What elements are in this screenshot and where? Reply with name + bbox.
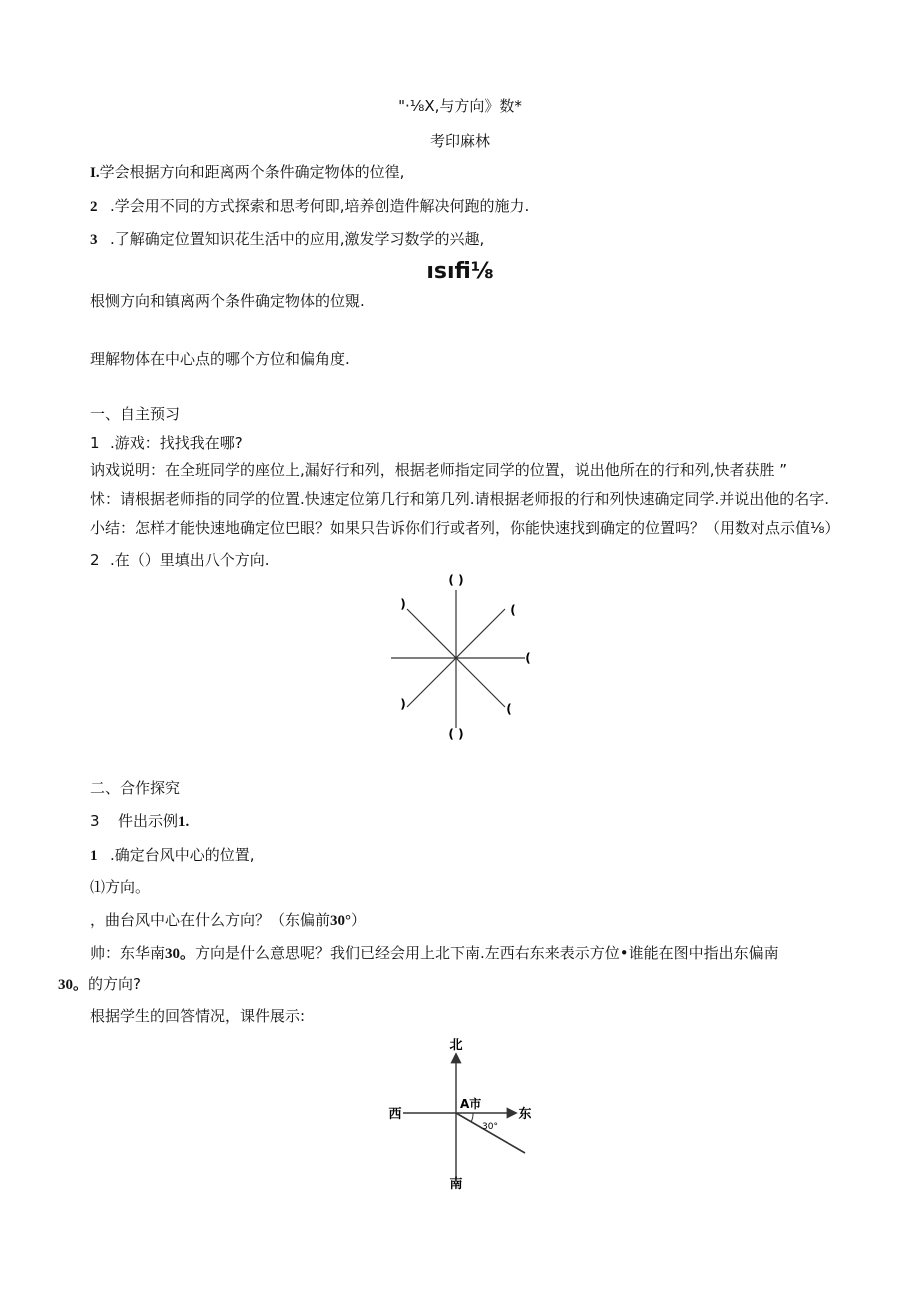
teacher-explanation — [90, 943, 779, 964]
label-east: 东 — [518, 1107, 532, 1122]
label-west: 西 — [388, 1107, 402, 1122]
section1-item1-text: .游戏：找找我在哪? — [110, 434, 243, 452]
question-1 — [90, 845, 255, 866]
compass-diagram — [385, 572, 535, 744]
direction-ray — [456, 1113, 525, 1153]
blank-south: ( ) — [448, 727, 464, 741]
teacher-explanation-cont-b: 的方向? — [88, 975, 141, 993]
section1-item1-num: 1 — [90, 434, 100, 452]
blank-east: ( — [525, 651, 531, 665]
section1-heading: 一、自主预习 — [90, 405, 181, 423]
key-point: 根恻方向和镇离两个条件确定物体的位覭. — [90, 292, 365, 310]
page-title: "·⅛X,与方向》数* — [398, 97, 522, 115]
teacher-explanation-b: 30。 — [165, 946, 196, 962]
teacher-explanation-cont — [58, 974, 141, 995]
objective-3-text: .了解确定位置知识花生活中的应用,激发学习数学的兴趣, — [110, 230, 485, 248]
teacher-explanation-c: 方向是什么意思呢？我们已经会用上北下南.左西右东来表示方位•谁能在图中指出东偏南 — [195, 944, 779, 962]
section1-item2-num: 2 — [90, 551, 100, 569]
sub-direction: ⑴方向。 — [90, 878, 151, 896]
blank-southwest: ) — [400, 697, 406, 711]
objective-1-text: 学会根据方向和距离两个条件确定物体的位徨, — [99, 163, 405, 181]
teacher-explanation-a: 帅：东华南 — [90, 944, 166, 962]
teacher-instruction: 怵：请根据老师指的同学的位置.快速定位第几行和第几列.请根据老师报的行和列快速确定同学.并说出他的名字. — [90, 490, 830, 508]
label-north: 北 — [449, 1038, 463, 1053]
section1-item2 — [90, 550, 270, 570]
section1-item2-text: .在（）里填出八个方向. — [110, 551, 270, 569]
direction-figure — [385, 1038, 535, 1190]
objective-1-num: I. — [90, 165, 100, 181]
question-1-num: 1 — [90, 848, 98, 864]
typhoon-question-b: 30° — [330, 913, 352, 929]
label-south: 南 — [449, 1177, 463, 1190]
label-city: A市 — [460, 1097, 482, 1111]
typhoon-question-c: ） — [351, 911, 367, 929]
example-line — [90, 811, 189, 832]
show-text: 根据学生的回答情况，课件展示: — [90, 1007, 306, 1025]
objective-2-text: .学会用不同的方式探索和思考何即,培养创造件解决何跑的施力. — [110, 197, 530, 215]
objective-3-num: 3 — [90, 232, 98, 248]
objective-2 — [90, 196, 529, 217]
page-subtitle: 考印麻林 — [429, 132, 490, 150]
objective-2-num: 2 — [90, 199, 98, 215]
blank-north: ( ) — [448, 573, 464, 587]
difficult-point: 理解物体在中心点的哪个方位和偏角度. — [90, 350, 350, 368]
blank-northwest: ) — [400, 597, 406, 611]
objective-3 — [90, 229, 484, 250]
typhoon-question-a: ，曲台风中心在什么方向？（东偏前 — [90, 911, 331, 929]
objective-1 — [90, 162, 404, 183]
angle-arc — [471, 1113, 473, 1122]
blank-southeast: ( — [506, 702, 512, 716]
example-text: 件出示例 — [118, 812, 179, 830]
label-angle: 30° — [482, 1122, 498, 1132]
example-num: 3 — [90, 812, 100, 830]
typhoon-question — [90, 910, 366, 931]
blank-northeast: ( — [510, 603, 516, 617]
example-bold: 1. — [178, 814, 190, 830]
summary-text: 小结：怎样才能快速地确定位巴眼？如果只告诉你们行或者列，你能快速找到确定的位置吗？（用数对点示值⅛） — [90, 519, 840, 537]
teacher-explanation-cont-a: 30。 — [58, 977, 89, 993]
garbled-heading: ısıfi⅛ — [426, 259, 494, 284]
question-1-text: .确定台风中心的位置, — [110, 846, 255, 864]
game-rules: 讷戏说明：在全班同学的座位上,漏好行和列，根据老师指定同学的位置，说出他所在的行和列,快者获胜 ” — [90, 461, 788, 479]
section1-item1 — [90, 433, 243, 453]
section2-heading: 二、合作探究 — [90, 779, 181, 797]
